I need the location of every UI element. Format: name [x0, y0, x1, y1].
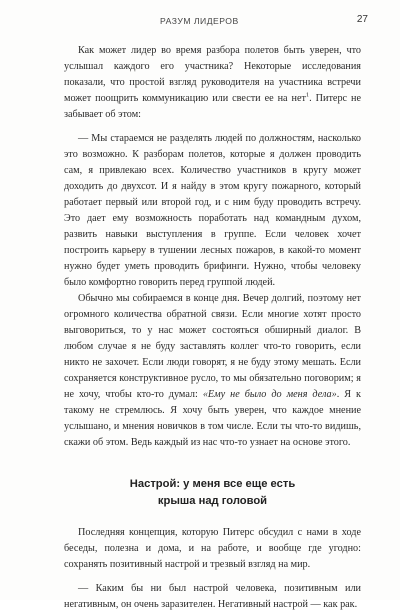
page-number: 27	[356, 14, 368, 25]
paragraph-2-quote: — Мы стараемся не разделять людей по должностям, насколько это возможно. К разборам полетов, которые я должен проводить сам, я привлекаю всех. Количество участников в кругу может доходить до двухсот. И я найду в этом кругу пожарного, который работает первый или второй год, и с ним буду проводить встречу. Это дает ему возможность поработать над командным духом, развить навыки выступления в группе. Если человек хочет построить карьеру в тушении лесных пожаров, в какой-то момент нужно будет уметь проводить брифинги. Нужно, чтобы человеку было комфортно говорить перед группой людей.	[64, 133, 361, 288]
section-heading	[64, 476, 361, 510]
paragraph-3-italic-quote: «Ему не было до меня дела»	[202, 389, 337, 400]
section-heading-line-1: Настрой: у меня все еще есть	[129, 478, 296, 490]
paragraph-4: Последняя концепция, которую Питерс обсудил с нами в ходе беседы, полезна и дома, и на работе, и вообще где угодно: сохранять позитивный настрой и трезвый взгляд на мир.	[64, 527, 361, 570]
paragraph-3	[64, 291, 361, 451]
page-body	[64, 43, 361, 613]
footnote-marker: 1	[305, 91, 310, 99]
paragraph-1-end: . Питерс не забывает об этом:	[64, 93, 361, 120]
paragraph-1-text: Как может лидер во время разбора полетов быть уверен, что услышал каждого его участника? Некоторые исследования показали, что простой взгляд руководителя на участника встречи может поощрить коммуникацию или свести ее на нет	[64, 45, 361, 104]
running-head: РАЗУМ ЛИДЕРОВ	[160, 16, 239, 26]
paragraph-3-end: . Я к такому не стремлюсь. Я хочу быть уверен, что каждое мнение услышано, и мнения новичков в том числе. Если ты что-то видишь, скажи об этом. Ведь каждый из нас что-то узнает на основе этого.	[64, 389, 361, 448]
paragraph-5: — Каким бы ни был настрой человека, позитивным или негативным, он очень заразителен. Негативный настрой — как рак.	[64, 583, 361, 610]
section-heading-line-2: крыша над головой	[157, 495, 268, 507]
paragraph-1	[64, 43, 361, 123]
paragraph-3-start: Обычно мы собираемся в конце дня. Вечер долгий, поэтому нет огромного количества обратной связи. Если многие хотят просто выговориться, то у нас может состояться обширный диалог. В любом случае я не буду заставлять коллег что-то говорить, если никто не захочет. Если люди говорят, я не буду этому мешать. Если сохраняется конструктивное русло, то мы обязательно поговорим; я не хочу, чтобы кто-то думал:	[64, 293, 361, 400]
